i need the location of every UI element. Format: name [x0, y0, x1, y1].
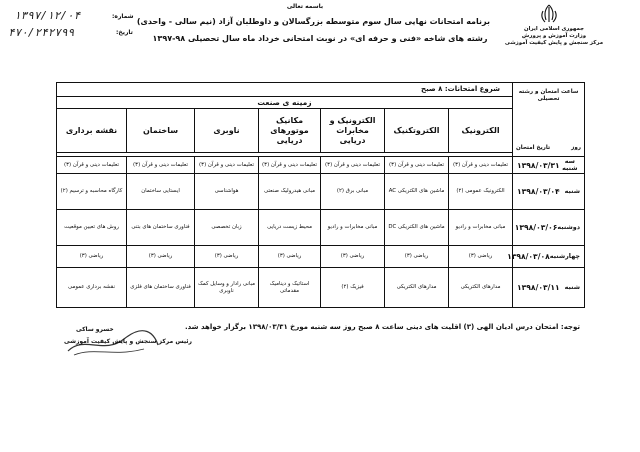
corner-title: ساعت امتحان و رشته تحصیلی: [518, 89, 579, 102]
footnote: توجه: امتحان درس ادیان الهی (۳) اقلیت های دینی ساعت ۸ صبح روز سه شنبه مورخ ۱۳۹۸/۰۳/۳۱ برگزار خواهد شد.: [184, 323, 580, 331]
org-line-2: وزارت آموزش و پرورش: [521, 33, 587, 40]
table-row: [57, 268, 585, 308]
org-line-1: جمهوری اسلامی ایران: [524, 26, 584, 32]
table-row: [57, 210, 585, 246]
exam-date: ۱۳۹۸/۰۳/۳۱: [517, 160, 560, 170]
branch-header: الکترونیک: [449, 109, 513, 153]
start-time: شروع امتحانات: ۸ صبح: [57, 83, 513, 97]
exam-schedule-table: [56, 82, 585, 308]
exam-subject: تعلیمات دینی و قرآن (۳): [321, 157, 385, 174]
exam-date: ۱۳۹۸/۰۳/۰۴: [517, 187, 560, 196]
exam-subject: کارگاه محاسبه و ترسیم (۲): [57, 174, 127, 210]
exam-subject: روش های تعیین موقعیت: [57, 210, 127, 246]
exam-subject: مدارهای الکتریکی: [385, 268, 449, 308]
signatory-name: خسرو ساکی: [76, 326, 114, 333]
exam-subject: تعلیمات دینی و قرآن (۳): [195, 157, 259, 174]
exam-day: [513, 210, 585, 246]
field-group: زمینه ی صنعت: [57, 97, 513, 109]
exam-subject: مبانی برق (۲): [321, 174, 385, 210]
exam-subject: هواشناسی: [195, 174, 259, 210]
iran-emblem-icon: [536, 3, 562, 25]
exam-subject: تعلیمات دینی و قرآن (۳): [449, 157, 513, 174]
exam-subject: الکترونیک عمومی (۲): [449, 174, 513, 210]
exam-subject: مدارهای الکتریکی: [449, 268, 513, 308]
exam-subject: زبان تخصصی: [195, 210, 259, 246]
date-label: تاریخ:: [116, 29, 133, 36]
exam-subject: ریاضی (۳): [385, 246, 449, 268]
exam-subject: مبانی رادار و وسایل کمک ناوبری: [195, 268, 259, 308]
day-name: سه شنبه: [562, 157, 578, 172]
branch-header: مکانیک موتورهای دریایی: [259, 109, 321, 153]
table-row: [57, 174, 585, 210]
exam-subject: تعلیمات دینی و قرآن (۳): [259, 157, 321, 174]
day-name: چهارشنبه: [549, 252, 581, 260]
exam-subject: مبانی مخابرات و رادیو: [449, 210, 513, 246]
exam-date: ۱۳۹۸/۰۳/۰۸: [507, 252, 550, 261]
exam-subject: ریاضی (۳): [259, 246, 321, 268]
branch-header: الکتروتکنیک: [385, 109, 449, 153]
day-name: شنبه: [564, 283, 581, 291]
exam-subject: نقشه برداری عمومی: [57, 268, 127, 308]
branch-header: الکترونیک و مخابرات دریایی: [321, 109, 385, 153]
exam-subject: ایستایی ساختمان: [127, 174, 195, 210]
exam-subject: تعلیمات دینی و قرآن (۳): [57, 157, 127, 174]
blessing: باسمه تعالی: [286, 3, 324, 10]
exam-subject: تعلیمات دینی و قرآن (۳): [385, 157, 449, 174]
exam-subject: ماشین های الکتریکی DC: [385, 210, 449, 246]
table-row: [57, 246, 585, 268]
exam-subject: ریاضی (۳): [57, 246, 127, 268]
branch-header: نقشه برداری: [57, 109, 127, 153]
exam-subject: تعلیمات دینی و قرآن (۳): [127, 157, 195, 174]
exam-subject: محیط زیست دریایی: [259, 210, 321, 246]
day-name: دوشنبه: [557, 223, 581, 231]
exam-day: [513, 157, 585, 174]
exam-day: [507, 246, 585, 268]
branch-header: ناوبری: [195, 109, 259, 153]
corner-date-label: تاریخ امتحان: [516, 145, 551, 151]
exam-day: [513, 268, 585, 308]
day-name: شنبه: [564, 187, 581, 195]
table-corner-header: [513, 83, 585, 157]
exam-subject: فیزیک (۲): [321, 268, 385, 308]
document-title: برنامه امتحانات نهایی سال سوم متوسطه بزرگسالان و داوطلبان آزاد (نیم سالی - واحدی): [136, 17, 490, 26]
exam-date: ۱۳۹۸/۰۳/۱۱: [517, 283, 560, 292]
exam-subject: مبانی هیدرولیک صنعتی: [259, 174, 321, 210]
org-line-3: مرکز سنجش و پایش کیفیت آموزشی: [504, 40, 604, 47]
exam-subject: ریاضی (۳): [321, 246, 385, 268]
date-value: ۴۷۰/۲۴۲۷۹۹: [8, 26, 75, 39]
exam-day: [513, 174, 585, 210]
exam-subject: مبانی مخابرات و رادیو: [321, 210, 385, 246]
exam-date: ۱۳۹۸/۰۳/۰۶: [514, 223, 558, 232]
exam-subject: ریاضی (۳): [195, 246, 259, 268]
exam-subject: ریاضی (۳): [127, 246, 195, 268]
exam-subject: فناوری ساختمان های بتنی: [127, 210, 195, 246]
document-subtitle: رشته های شاخه «فنی و حرفه ای» در نوبت امتحانی خرداد ماه سال تحصیلی ۹۸-۱۳۹۷: [152, 34, 488, 43]
branch-header: ساختمان: [127, 109, 195, 153]
corner-day-label: روز: [571, 145, 582, 151]
exam-subject: ریاضی (۳): [449, 246, 513, 268]
exam-subject: ماشین های الکتریکی AC: [385, 174, 449, 210]
number-value: ۱۳۹۷/۱۲/۰۴: [14, 9, 81, 22]
table-row: [57, 157, 585, 174]
exam-subject: فناوری ساختمان های فلزی: [127, 268, 195, 308]
exam-subject: استاتیک و دینامیک مقدماتی: [259, 268, 321, 308]
signatory-title: رئیس مرکز سنجش و پایش کیفیت آموزشی: [64, 338, 192, 345]
number-label: شماره:: [112, 13, 134, 20]
issuing-organization: [498, 26, 610, 48]
